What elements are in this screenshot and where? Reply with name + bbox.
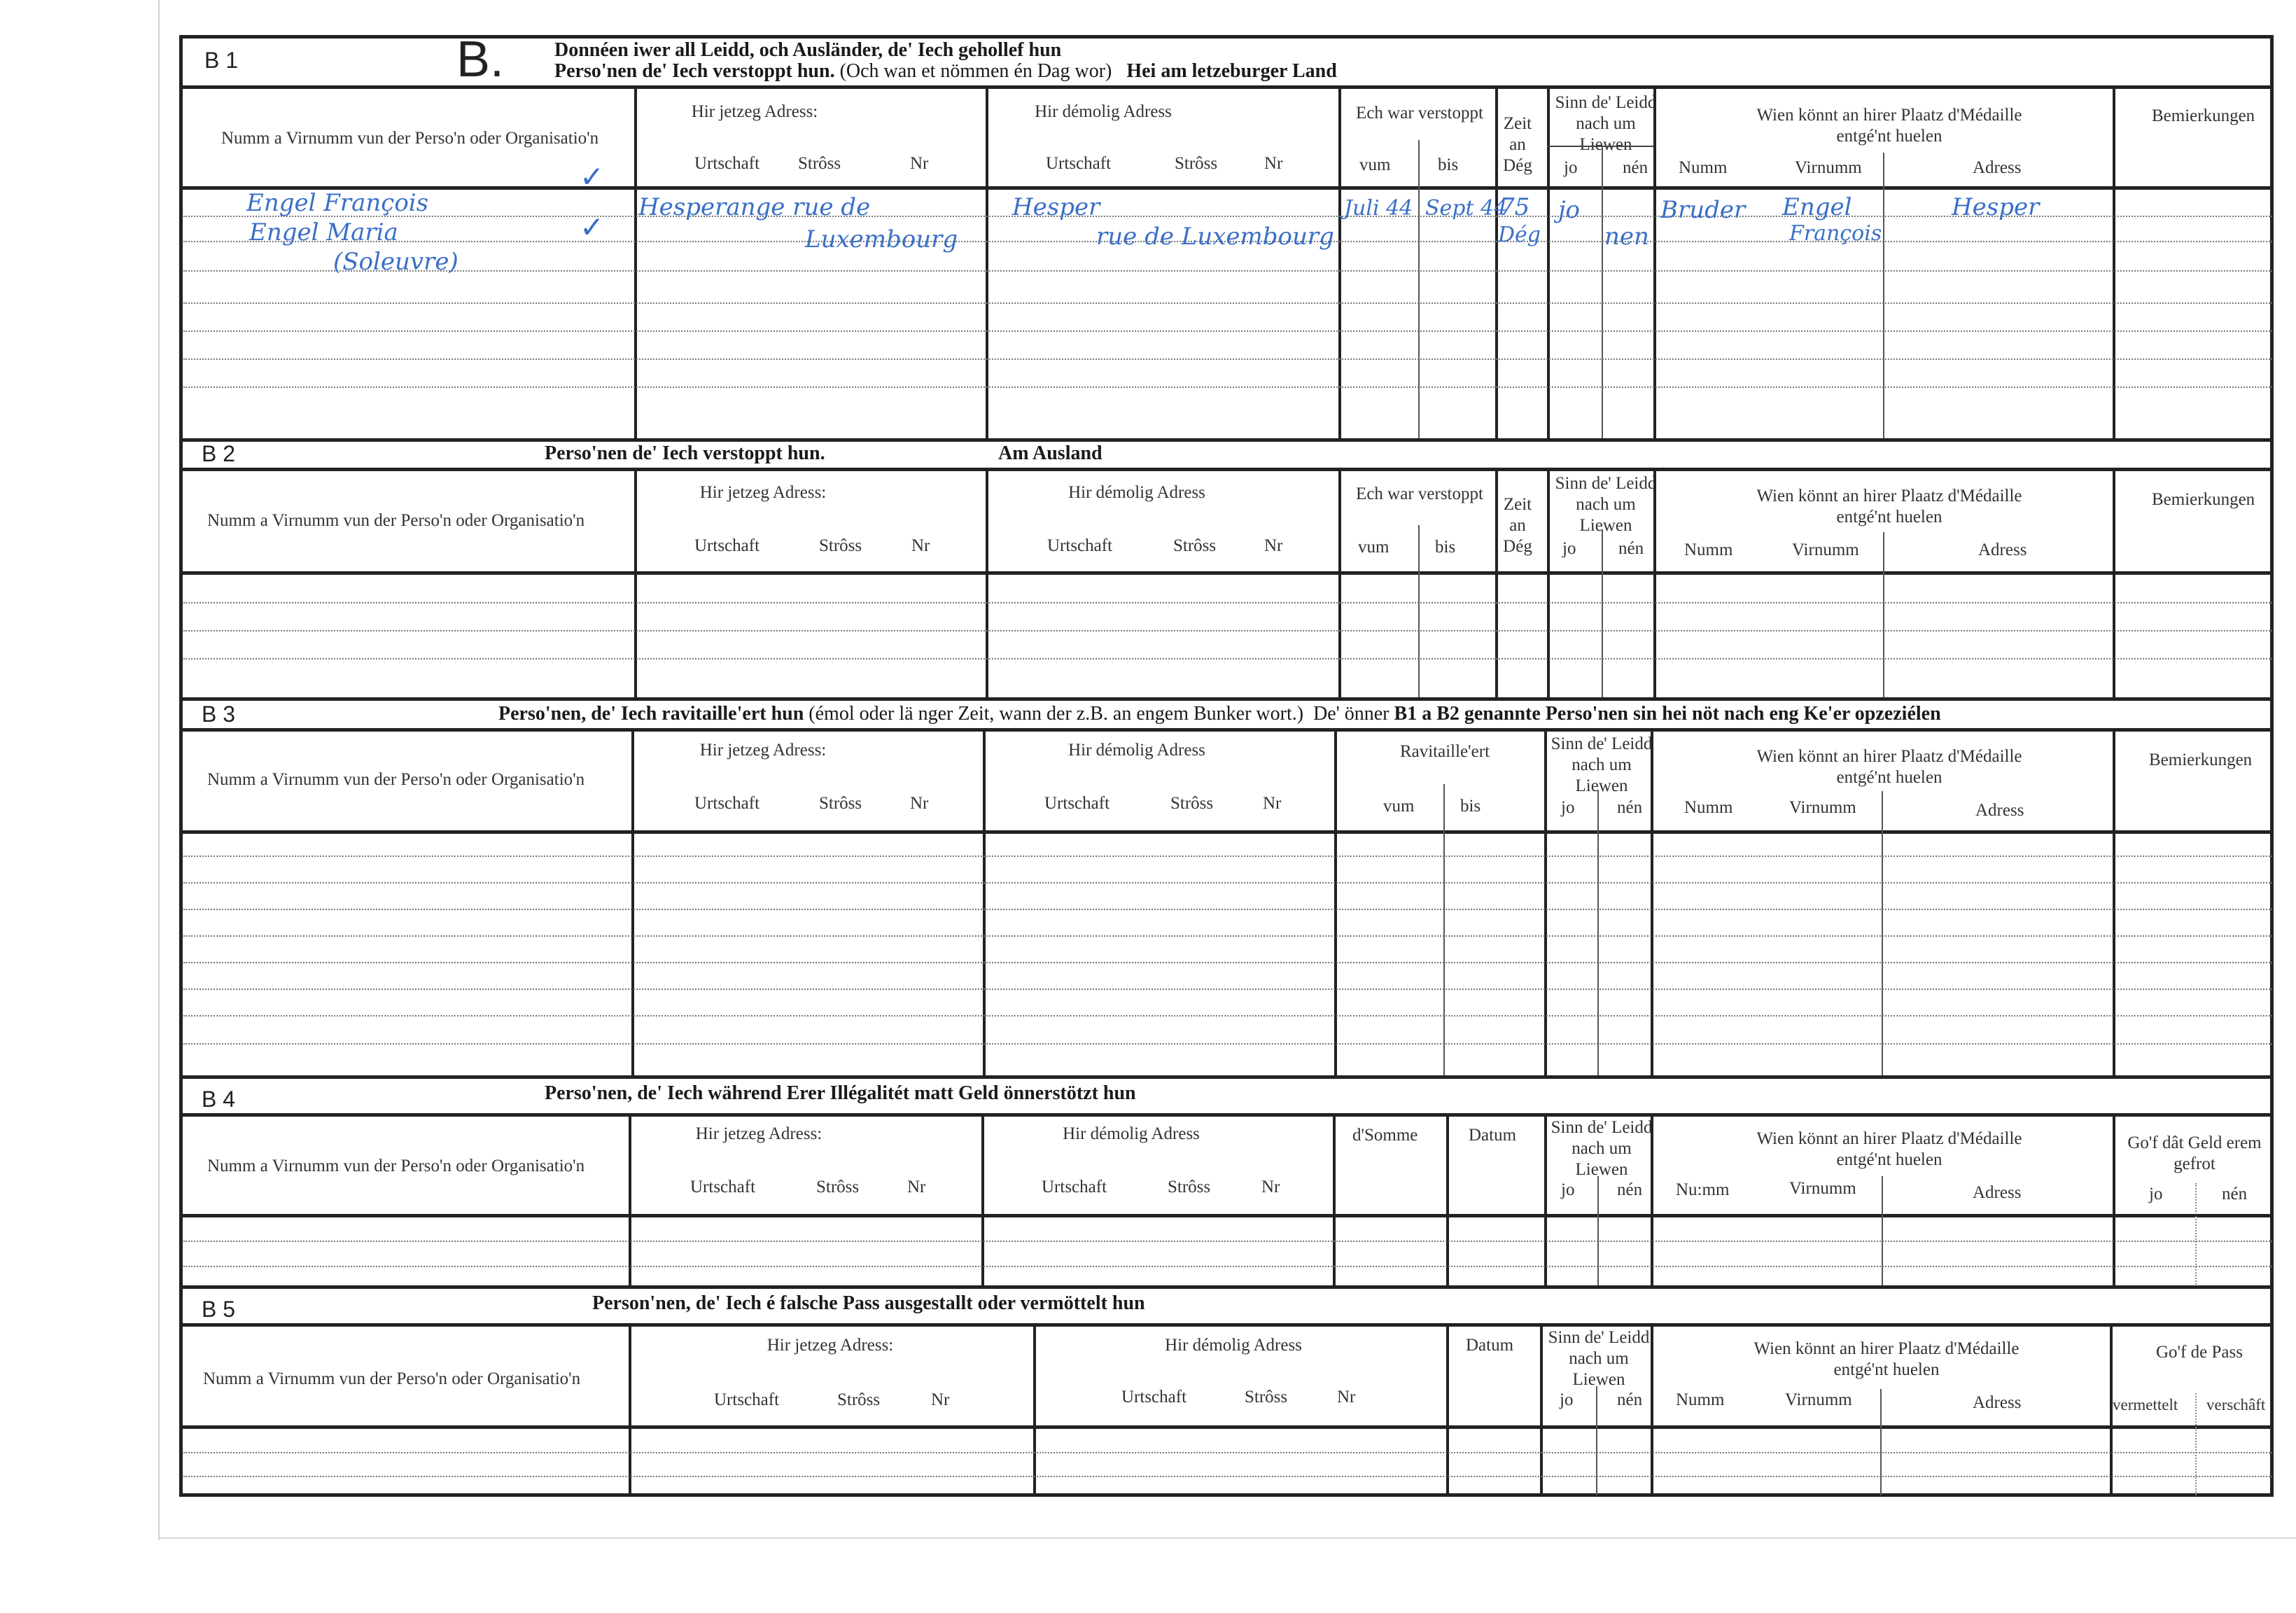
b2-verstoppt-header: Ech war verstoppt <box>1356 484 1483 503</box>
b2-urtschaft: Urtschaft <box>694 536 760 555</box>
b4-col-divider <box>1333 1113 1336 1287</box>
b4-name-col-header: Numm a Virnumm vun der Perso'n oder Organisatio'n <box>207 1157 585 1175</box>
hw-name-2: Engel Maria <box>249 218 398 246</box>
hw-name-1: Engel François <box>246 189 429 217</box>
b4-col-divider <box>629 1113 631 1287</box>
b3-numm: Numm <box>1684 798 1733 817</box>
b1-adress: Adress <box>1973 158 2022 177</box>
b5-nen: nén <box>1617 1390 1643 1409</box>
b4-somme-header: d'Somme <box>1352 1126 1418 1145</box>
b4-adress: Adress <box>1973 1183 2022 1202</box>
b3-sub-divider <box>1443 784 1445 1078</box>
b4-header-bottom-rule <box>179 1214 2274 1217</box>
b1-urtschaft: Urtschaft <box>694 154 760 173</box>
section-code-b5: B 5 <box>202 1297 236 1322</box>
page-edge-left <box>158 0 160 1540</box>
b2-header-top-rule <box>179 468 2274 471</box>
b1-nen: nén <box>1623 158 1648 177</box>
b2-jo: jo <box>1562 539 1576 558</box>
b4-nr: Nr <box>907 1178 926 1196</box>
b2-top-rule <box>179 438 2274 442</box>
b1-header-bottom-rule <box>179 186 2274 190</box>
b4-title: Perso'nen, de' Iech während Erer Illégalitét matt Geld önnerstötzt hun <box>545 1082 1136 1104</box>
b5-adress: Adress <box>1973 1393 2022 1412</box>
hw-current-address: Hesperange rue de <box>638 193 871 221</box>
b4-nen: nén <box>1617 1180 1643 1199</box>
hw-nen: nen <box>1604 223 1649 251</box>
b5-col-divider <box>1446 1323 1449 1495</box>
b1-sub-rule <box>1547 146 1653 147</box>
b1-title-bold: Perso'nen de' Iech verstoppt hun. <box>554 60 835 82</box>
b5-row-line <box>183 1452 2272 1453</box>
b3-col-divider <box>1334 728 1337 1078</box>
b1-sub-divider <box>1883 153 1884 441</box>
b2-current-address-header: Hir jetzeg Adress: <box>699 483 827 502</box>
b1-former-urtschaft: Urtschaft <box>1046 154 1112 173</box>
b3-sinn-header: Sinn de' Leidd nach um Liewen <box>1550 734 1653 795</box>
b4-sub-divider <box>1597 1176 1599 1287</box>
b3-col-divider <box>1651 728 1653 1078</box>
checkmark-icon: ✓ <box>580 160 605 194</box>
b4-col-divider <box>981 1113 984 1287</box>
b3-virnumm: Virnumm <box>1789 798 1856 817</box>
b3-title <box>498 703 1941 725</box>
b3-col-divider <box>983 728 986 1078</box>
b5-row-line <box>183 1476 2272 1477</box>
b3-title-tail-a: De' önner <box>1313 703 1390 725</box>
b1-zeit-header: Zeit an Dég <box>1503 114 1532 175</box>
b5-urtschaft: Urtschaft <box>714 1390 780 1409</box>
b3-bemierkungen: Bemierkungen <box>2149 750 2253 769</box>
b4-sinn-header: Sinn de' Leidd nach um Liewen <box>1550 1118 1653 1179</box>
b1-former-address-header: Hir démolig Adress <box>1035 102 1172 121</box>
section-code-b2: B 2 <box>202 441 236 466</box>
b2-wien-header: Wien könnt an hirer Plaatz d'Médaille entgé'nt huelen <box>1756 487 2022 526</box>
b3-ravitaillert-header: Ravitaille'ert <box>1399 742 1490 761</box>
b3-row-line <box>183 989 2272 990</box>
b3-former-nr: Nr <box>1263 794 1282 813</box>
b1-sub-divider <box>1418 140 1420 441</box>
hw-former-street: rue de Luxembourg <box>1096 223 1334 251</box>
b1-wien-header: Wien könnt an hirer Plaatz d'Médaille entgé'nt huelen <box>1756 106 2022 146</box>
hw-jo: jo <box>1558 196 1581 224</box>
b5-gof-header: Go'f de Pass <box>2156 1343 2243 1362</box>
b4-top-rule <box>179 1075 2274 1079</box>
b4-col-divider <box>1446 1113 1449 1287</box>
b2-virnumm: Virnumm <box>1792 540 1859 559</box>
b1-numm: Numm <box>1679 158 1728 177</box>
section-code-b3: B 3 <box>202 701 236 727</box>
b2-row-line <box>183 630 2272 631</box>
hw-from: Juli 44 <box>1344 196 1413 221</box>
b4-numm: Nu:mm <box>1676 1180 1730 1199</box>
b1-bemierkungen: Bemierkungen <box>2152 106 2255 125</box>
b5-nr: Nr <box>931 1390 950 1409</box>
b2-bemierkungen: Bemierkungen <box>2152 490 2255 509</box>
b4-gof-header: Go'f dât Geld erem gefrot <box>2127 1133 2262 1173</box>
b3-former-urtschaft: Urtschaft <box>1044 794 1110 813</box>
b2-row-line <box>183 658 2272 659</box>
b3-nr: Nr <box>910 794 929 813</box>
b5-name-col-header: Numm a Virnumm vun der Perso'n oder Organisatio'n <box>203 1369 581 1388</box>
b5-col-divider <box>1033 1323 1036 1495</box>
b2-header-bottom-rule <box>179 571 2274 575</box>
b4-row-line <box>183 1266 2272 1267</box>
b4-former-nr: Nr <box>1261 1178 1280 1196</box>
b1-title-note: (Och wan et nömmen én Dag wor) <box>839 60 1112 82</box>
b5-sub-divider <box>2195 1393 2197 1495</box>
b2-col-divider <box>1547 468 1550 699</box>
b1-row-line <box>183 330 2272 332</box>
hw-days-num: 75 <box>1499 193 1530 221</box>
b1-row-line <box>183 358 2272 360</box>
section-code-b1: B 1 <box>204 48 239 73</box>
b3-sub-divider <box>1882 791 1883 1078</box>
b3-urtschaft: Urtschaft <box>694 794 760 813</box>
b4-former-urtschaft: Urtschaft <box>1042 1178 1107 1196</box>
b5-wien-header: Wien könnt an hirer Plaatz d'Médaille entgé'nt huelen <box>1754 1339 2019 1379</box>
b4-gof-jo: jo <box>2149 1185 2163 1203</box>
b3-former-address-header: Hir démolig Adress <box>1068 741 1205 760</box>
b3-col-divider <box>2113 728 2115 1078</box>
b2-title-left: Perso'nen de' Iech verstoppt hun. <box>545 442 825 464</box>
b5-numm: Numm <box>1676 1390 1725 1409</box>
b2-nr: Nr <box>911 536 930 555</box>
b4-jo: jo <box>1561 1180 1575 1199</box>
b1-title-line1: Donnéen iwer all Leidd, och Ausländer, de' Iech gehollef hun <box>554 39 1062 61</box>
b4-sub-divider <box>2195 1183 2197 1287</box>
b3-vum: vum <box>1383 797 1415 816</box>
b5-verschaft: verschâft <box>2206 1396 2266 1413</box>
hw-current-address-2: Luxembourg <box>805 225 958 253</box>
b5-sub-divider <box>1596 1386 1597 1495</box>
b2-bis: bis <box>1435 538 1456 557</box>
b2-adress: Adress <box>1978 540 2027 559</box>
b2-col-divider <box>2113 468 2115 699</box>
b2-col-divider <box>1653 468 1656 699</box>
b5-col-divider <box>1540 1323 1543 1495</box>
b1-row-line <box>183 386 2272 388</box>
b1-sub-divider <box>1602 147 1603 441</box>
b3-col-divider <box>631 728 634 1078</box>
b3-jo: jo <box>1561 798 1575 817</box>
b4-col-divider <box>1651 1113 1653 1287</box>
b3-header-bottom-rule <box>179 830 2274 834</box>
b4-wien-header: Wien könnt an hirer Plaatz d'Médaille entgé'nt huelen <box>1756 1129 2022 1169</box>
b3-row-line <box>183 909 2272 910</box>
b2-sinn-header: Sinn de' Leidd nach um Liewen <box>1555 474 1657 535</box>
b3-current-address-header: Hir jetzeg Adress: <box>699 741 827 760</box>
b5-jo: jo <box>1560 1390 1574 1409</box>
hw-days-unit: Dég <box>1498 223 1541 247</box>
hw-rel-virnumm: Engel <box>1782 193 1852 221</box>
b4-col-divider <box>1544 1113 1547 1287</box>
b2-col-divider <box>634 468 637 699</box>
b2-row-line <box>183 602 2272 603</box>
b3-nen: nén <box>1617 798 1643 817</box>
b2-former-urtschaft: Urtschaft <box>1047 536 1113 555</box>
b3-row-line <box>183 882 2272 884</box>
b5-sub-divider <box>1880 1389 1882 1495</box>
b4-former-address-header: Hir démolig Adress <box>1063 1124 1200 1143</box>
b1-former-nr: Nr <box>1264 154 1283 173</box>
hw-to: Sept 44 <box>1425 196 1508 221</box>
b3-header-top-rule <box>179 728 2274 732</box>
b1-bis: bis <box>1438 155 1459 174</box>
b1-nr: Nr <box>910 154 929 173</box>
b2-title-right: Am Ausland <box>998 442 1102 464</box>
b3-sub-divider <box>1597 790 1599 1078</box>
b4-sub-divider <box>1882 1176 1883 1287</box>
b4-virnumm: Virnumm <box>1789 1179 1856 1198</box>
b2-col-divider <box>1338 468 1341 699</box>
hw-rel-numm: Bruder <box>1660 196 1746 224</box>
hw-rel-virnumm-2: François <box>1789 221 1882 246</box>
b3-bis: bis <box>1460 797 1481 816</box>
b2-col-divider <box>986 468 988 699</box>
b5-former-address-header: Hir démolig Adress <box>1165 1336 1302 1355</box>
b2-sub-divider <box>1418 525 1420 699</box>
b2-former-address-header: Hir démolig Adress <box>1068 483 1205 502</box>
b2-numm: Numm <box>1684 540 1733 559</box>
b3-row-line <box>183 856 2272 857</box>
b4-former-stross: Strôss <box>1168 1178 1211 1196</box>
b5-former-stross: Strôss <box>1245 1388 1288 1406</box>
b1-header-top-rule <box>179 85 2274 89</box>
b2-former-nr: Nr <box>1264 536 1283 555</box>
b5-col-divider <box>1651 1323 1653 1495</box>
b1-virnumm: Virnumm <box>1795 158 1862 177</box>
b3-adress: Adress <box>1975 801 2024 820</box>
b1-name-col-header: Numm a Virnumm vun der Perso'n oder Organisatio'n <box>221 129 599 148</box>
b1-row-line <box>183 302 2272 304</box>
hw-rel-adress: Hesper <box>1952 193 2040 221</box>
b4-urtschaft: Urtschaft <box>690 1178 756 1196</box>
b1-stross: Strôss <box>798 154 841 173</box>
b4-stross: Strôss <box>816 1178 860 1196</box>
b1-jo: jo <box>1564 158 1578 177</box>
section-code-b4: B 4 <box>202 1087 236 1112</box>
b2-sub-divider <box>1602 529 1603 699</box>
b3-row-line <box>183 935 2272 937</box>
b1-title-line2 <box>554 60 1337 83</box>
b1-current-address-header: Hir jetzeg Adress: <box>691 102 818 121</box>
b2-zeit-header: Zeit an Dég <box>1503 495 1532 556</box>
b4-col-divider <box>2113 1113 2115 1287</box>
b3-title-bold: Perso'nen, de' Iech ravitaille'ert hun <box>498 703 804 725</box>
b3-top-rule <box>179 697 2274 701</box>
b3-wien-header: Wien könnt an hirer Plaatz d'Médaille entgé'nt huelen <box>1756 747 2022 787</box>
hw-former-place: Hesper <box>1012 193 1100 221</box>
b2-nen: nén <box>1618 539 1644 558</box>
checkmark-icon: ✓ <box>580 210 605 244</box>
b3-stross: Strôss <box>819 794 862 813</box>
b2-sub-divider <box>1883 532 1884 699</box>
b3-col-divider <box>1544 728 1547 1078</box>
b1-sinn-header: Sinn de' Leidd nach um Liewen <box>1555 93 1657 154</box>
b5-stross: Strôss <box>837 1390 881 1409</box>
b5-header-bottom-rule <box>179 1425 2274 1429</box>
b4-current-address-header: Hir jetzeg Adress: <box>695 1124 822 1143</box>
b2-col-divider <box>1495 468 1498 699</box>
b1-verstoppt-header: Ech war verstoppt <box>1356 104 1483 123</box>
b5-former-urtschaft: Urtschaft <box>1121 1388 1187 1406</box>
b3-row-line <box>183 1015 2272 1017</box>
b5-virnumm: Virnumm <box>1785 1390 1852 1409</box>
hw-name-3: (Soleuvre) <box>333 248 458 276</box>
b1-title-tail: Hei am letzeburger Land <box>1126 60 1337 82</box>
b3-title-note: (émol oder lä nger Zeit, wann der z.B. an engem Bunker wort.) <box>808 703 1304 725</box>
b2-former-stross: Strôss <box>1173 536 1217 555</box>
b3-name-col-header: Numm a Virnumm vun der Perso'n oder Organisatio'n <box>207 770 585 789</box>
b5-former-nr: Nr <box>1337 1388 1356 1406</box>
b2-name-col-header: Numm a Virnumm vun der Perso'n oder Organisatio'n <box>207 511 585 530</box>
page-edge-bottom <box>158 1537 2296 1539</box>
b5-col-divider <box>2110 1323 2113 1495</box>
b3-row-line <box>183 962 2272 963</box>
b2-vum: vum <box>1358 538 1390 557</box>
b5-header-top-rule <box>179 1323 2274 1327</box>
b5-top-rule <box>179 1285 2274 1289</box>
b5-title: Person'nen, de' Iech é falsche Pass ausgestallt oder vermöttelt hun <box>592 1292 1145 1314</box>
b3-title-tail-b: B1 a B2 genannte Perso'nen sin hei nöt nach eng Ke'er opzeziélen <box>1394 703 1941 725</box>
b5-col-divider <box>629 1323 631 1495</box>
b5-current-address-header: Hir jetzeg Adress: <box>766 1336 894 1355</box>
b5-datum-header: Datum <box>1466 1336 1514 1355</box>
b2-stross: Strôss <box>819 536 862 555</box>
b4-header-top-rule <box>179 1113 2274 1117</box>
b3-former-stross: Strôss <box>1170 794 1214 813</box>
b4-gof-nen: nén <box>2222 1185 2248 1203</box>
b1-row-line <box>183 270 2272 272</box>
b3-row-line <box>183 1043 2272 1045</box>
b5-vermettelt: vermettelt <box>2113 1396 2178 1413</box>
b1-former-stross: Strôss <box>1175 154 1218 173</box>
form-letter: B. <box>456 32 505 88</box>
b1-vum: vum <box>1359 155 1391 174</box>
b4-row-line <box>183 1241 2272 1242</box>
b5-sinn-header: Sinn de' Leidd nach um Liewen <box>1548 1328 1650 1389</box>
b4-datum-header: Datum <box>1469 1126 1517 1145</box>
